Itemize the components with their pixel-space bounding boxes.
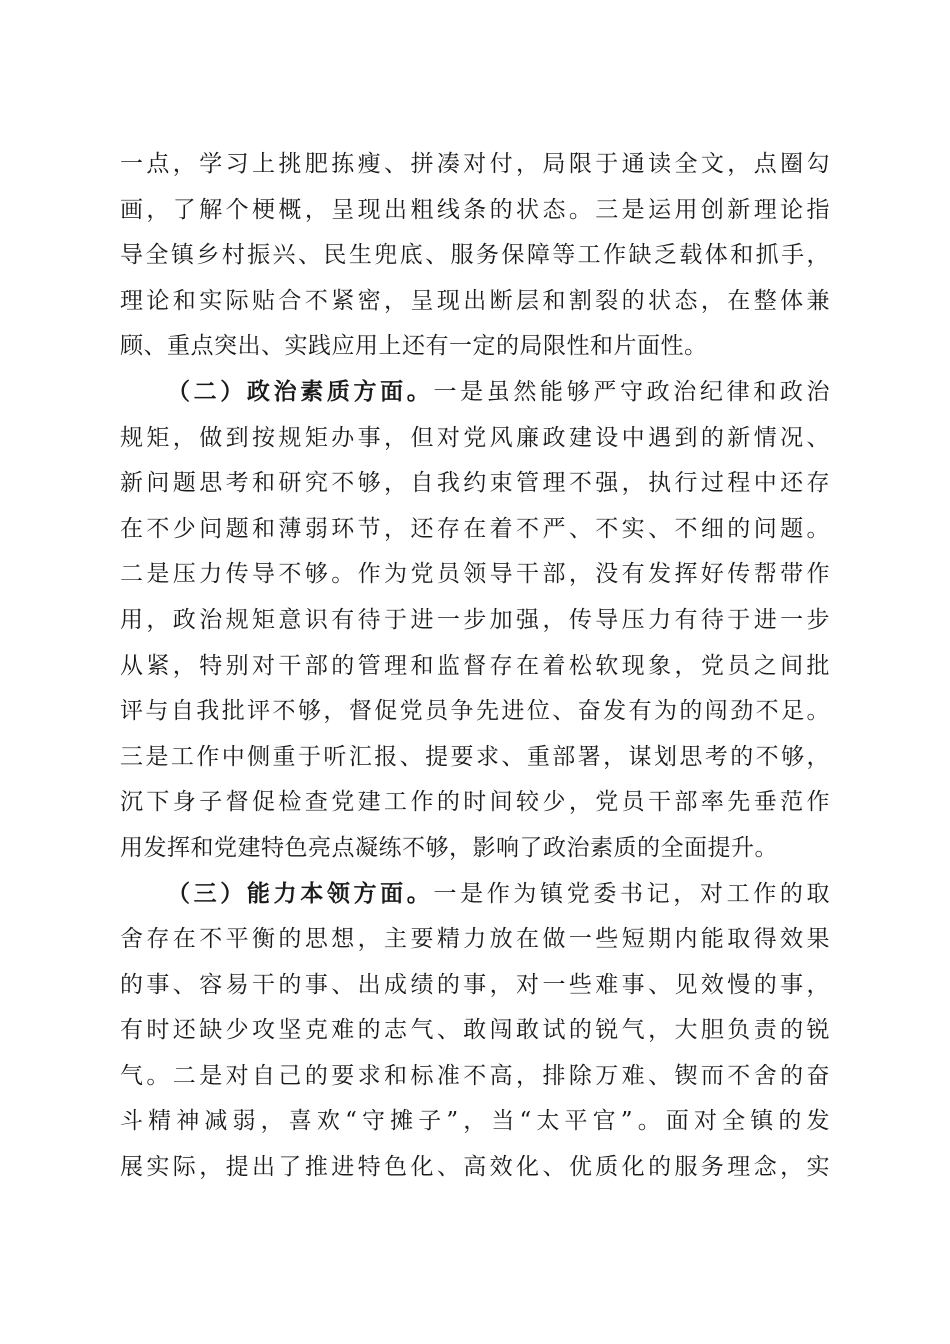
section-2-heading: （二）政治素质方面。 (167, 378, 434, 405)
body-text-line: 顾、重点突出、实践应用上还有一定的局限性和片面性。 (120, 333, 708, 360)
body-text-line: 在不少问题和薄弱环节，还存在着不严、不实、不细的问题。 (120, 515, 830, 542)
body-text-line: 导全镇乡村振兴、民生兜底、服务保障等工作缺乏载体和抓手， (120, 242, 830, 269)
body-text-line: 展实际，提出了推进特色化、高效化、优质化的服务理念，实 (120, 1154, 830, 1181)
body-text-line: 二是压力传导不够。作为党员领导干部，没有发挥好传帮带作 (120, 561, 830, 588)
body-text-line: 评与自我批评不够，督促党员争先进位、奋发有为的闯劲不足。 (120, 698, 830, 725)
body-text-line: 舍存在不平衡的思想，主要精力放在做一些短期内能取得效果 (120, 926, 830, 953)
body-text-line: 用，政治规矩意识有待于进一步加强，传导压力有待于进一步 (120, 606, 830, 633)
body-text-line: 沉下身子督促检查党建工作的时间较少，党员干部率先垂范作 (120, 789, 830, 816)
body-text-line: 气。二是对自己的要求和标准不高，排除万难、锲而不舍的奋 (120, 1062, 830, 1089)
section-2-first-text: 一是虽然能够严守政治纪律和政治 (433, 378, 830, 405)
body-text-line: 规矩，做到按规矩办事，但对党风廉政建设中遇到的新情况、 (120, 424, 830, 451)
body-text-line: 理论和实际贴合不紧密，呈现出断层和割裂的状态，在整体兼 (120, 287, 830, 314)
section-3-first-text: 一是作为镇党委书记，对工作的取 (433, 880, 830, 907)
document-body (120, 142, 830, 1191)
body-text-line: 一点，学习上挑肥拣瘦、拼凑对付，局限于通读全文，点圈勾 (120, 151, 830, 177)
body-text-line: 用发挥和党建特色亮点凝练不够，影响了政治素质的全面提升。 (120, 834, 778, 861)
body-text-line: 画，了解个梗概，呈现出粗线条的状态。三是运用创新理论指 (120, 196, 830, 223)
body-text-line: 从紧，特别对干部的管理和监督存在着松软现象，党员之间批 (120, 652, 830, 679)
section-3-heading: （三）能力本领方面。 (167, 880, 434, 907)
body-text-line: 有时还缺少攻坚克难的志气、敢闯敢试的锐气，大胆负责的锐 (120, 1017, 830, 1044)
section-2-first-line (120, 370, 830, 416)
section-3-first-line (120, 872, 830, 918)
body-text-line: 三是工作中侧重于听汇报、提要求、重部署，谋划思考的不够， (120, 743, 830, 770)
body-text-line: 斗精神减弱，喜欢“守摊子”，当“太平官”。面对全镇的发 (120, 1108, 830, 1135)
body-text-line: 的事、容易干的事、出成绩的事，对一些难事、见效慢的事， (120, 971, 830, 998)
body-text-line: 新问题思考和研究不够，自我约束管理不强，执行过程中还存 (120, 470, 830, 497)
